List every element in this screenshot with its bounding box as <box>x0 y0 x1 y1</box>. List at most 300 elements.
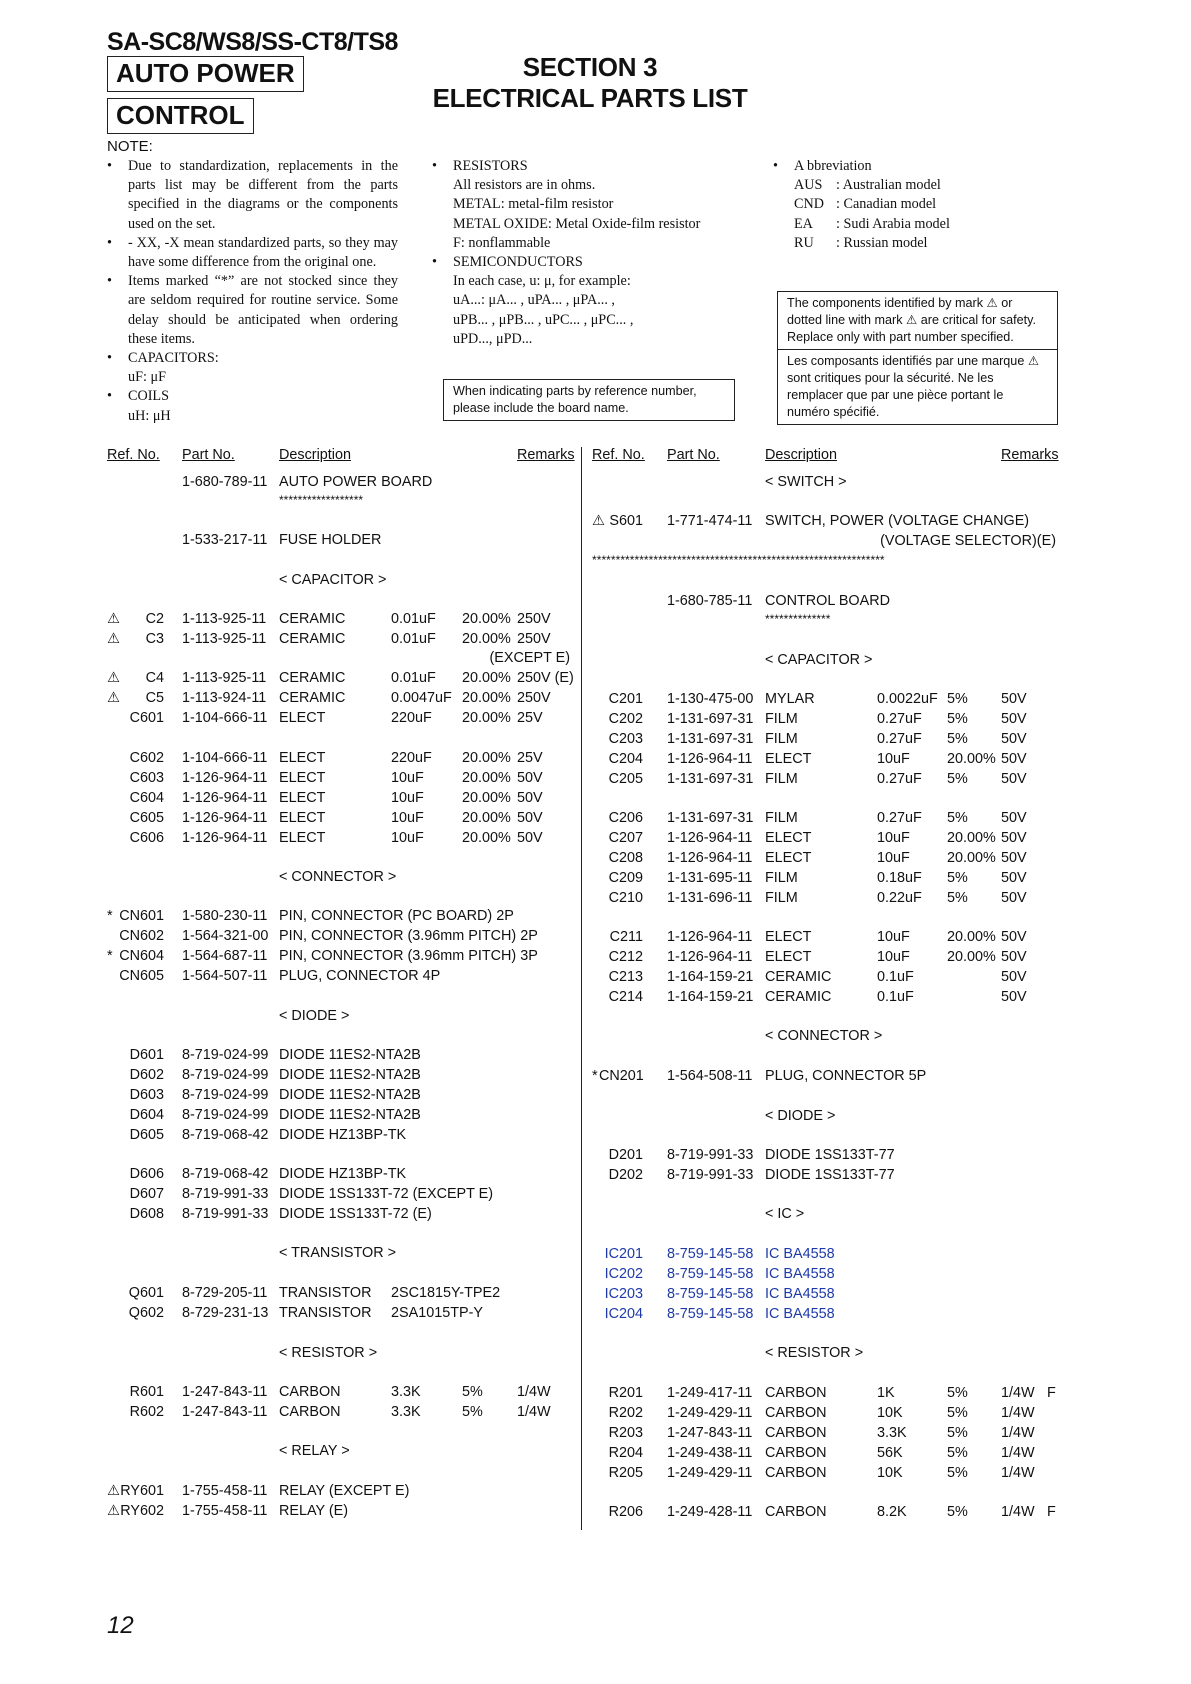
description: < TRANSISTOR > <box>279 1245 397 1261</box>
header-remarks: Remarks <box>517 447 575 463</box>
description: PIN, CONNECTOR (3.96mm PITCH) 2P <box>279 928 538 944</box>
description: ELECT <box>279 750 326 766</box>
part-no: 1-113-925-11 <box>182 611 267 627</box>
note-text: Items marked “*” are not stocked since they are seldom required for routine service. Some delay should be anticipated when ordering these items. <box>128 273 398 347</box>
description: DIODE HZ13BP-TK <box>279 1166 407 1182</box>
description: ELECT <box>279 830 326 846</box>
description: IC BA4558 <box>765 1266 835 1282</box>
note-text: - XX, -X mean standardized parts, so they may have some difference from the original one. <box>128 234 398 271</box>
rating: 50V <box>1001 691 1027 707</box>
description: ELECT <box>765 850 812 866</box>
value: 10uF <box>877 751 910 767</box>
rating: 50V <box>1001 771 1027 787</box>
notes-column-2 <box>432 157 732 349</box>
description: CERAMIC <box>279 690 346 706</box>
part-no: 1-249-438-11 <box>667 1445 753 1461</box>
ref-no: C603 <box>129 770 164 786</box>
tolerance: 20.00% <box>947 850 996 866</box>
description: FILM <box>765 870 798 886</box>
tolerance: 5% <box>947 1425 968 1441</box>
note-bullet: • <box>432 158 437 174</box>
abbreviation-row <box>794 234 1003 253</box>
part-no: 8-719-024-99 <box>182 1047 269 1063</box>
tolerance: 20.00% <box>462 690 511 706</box>
part-no: 1-131-695-11 <box>667 870 753 886</box>
abbreviation-key: EA <box>794 215 813 232</box>
description: MYLAR <box>765 691 815 707</box>
description: CERAMIC <box>279 631 346 647</box>
note-text: METAL: metal-film resistor <box>453 196 614 213</box>
tolerance: 5% <box>947 771 968 787</box>
part-no: 1-249-417-11 <box>667 1385 753 1401</box>
abbreviation-value: : Australian model <box>836 177 941 194</box>
note-item <box>432 215 732 234</box>
description: < RELAY > <box>279 1443 350 1459</box>
description: FILM <box>765 771 798 787</box>
description: CONTROL BOARD <box>765 593 890 609</box>
description: PLUG, CONNECTOR 4P <box>279 968 441 984</box>
description: CERAMIC <box>279 611 346 627</box>
value: 0.0047uF <box>391 690 452 706</box>
section-number: SECTION 3 <box>522 52 658 82</box>
note-item <box>107 407 398 426</box>
ref-no: C4 <box>145 670 164 686</box>
part-no: 8-759-145-58 <box>667 1266 754 1282</box>
board-separator-stars: ************************************************************** <box>592 553 885 567</box>
caution-french: Les composants identifiés par une marque ⚠ sont critiques pour la sécurité. Ne les remplacer que par une pièce portant le numéro spécifié. <box>787 354 1040 419</box>
ref-no: C210 <box>608 890 643 906</box>
description-continuation: (EXCEPT E) <box>489 650 570 666</box>
part-no: 1-131-697-31 <box>667 810 754 826</box>
rating: 50V <box>1001 731 1027 747</box>
ref-no: C202 <box>608 711 643 727</box>
tolerance: 5% <box>947 870 968 886</box>
abbreviation-title: A bbreviation <box>794 158 872 174</box>
ref-no: D601 <box>129 1047 164 1063</box>
safety-mark: * <box>107 948 113 964</box>
part-no: 8-719-991-33 <box>667 1167 754 1183</box>
description: CARBON <box>765 1445 827 1461</box>
description: ELECT <box>279 710 326 726</box>
part-no: 1-126-964-11 <box>182 770 268 786</box>
rating: 1/4W <box>1001 1504 1035 1520</box>
safety-mark: ⚠ <box>107 1503 120 1519</box>
description: < RESISTOR > <box>279 1345 378 1361</box>
tolerance: 20.00% <box>462 810 511 826</box>
rating: 50V <box>1001 890 1027 906</box>
description: TRANSISTOR <box>279 1285 372 1301</box>
ref-no: C3 <box>145 631 164 647</box>
description: ELECT <box>279 770 326 786</box>
part-no: 1-104-666-11 <box>182 710 268 726</box>
tolerance: 20.00% <box>462 611 511 627</box>
part-no: 1-249-428-11 <box>667 1504 753 1520</box>
value: 0.27uF <box>877 810 922 826</box>
description: DIODE 11ES2-NTA2B <box>279 1087 421 1103</box>
note-item <box>107 157 398 234</box>
abbreviation-row <box>794 176 1003 195</box>
safety-caution-box <box>777 291 1058 425</box>
ref-no: C601 <box>129 710 164 726</box>
description: DIODE 1SS133T-72 (EXCEPT E) <box>279 1186 494 1202</box>
abbreviation-value: : Russian model <box>836 234 928 251</box>
description: CARBON <box>765 1504 827 1520</box>
description: PIN, CONNECTOR (3.96mm PITCH) 3P <box>279 948 538 964</box>
value: 10uF <box>877 850 910 866</box>
note-text: COILS <box>128 388 169 405</box>
value: 3.3K <box>391 1404 421 1420</box>
value: 0.1uF <box>877 989 914 1005</box>
note-bullet: • <box>107 273 112 290</box>
ref-no: C205 <box>608 771 643 787</box>
description: DIODE 11ES2-NTA2B <box>279 1047 421 1063</box>
header-part-no: Part No. <box>182 447 235 463</box>
part-no: 1-164-159-21 <box>667 969 754 985</box>
safety-mark: ⚠ <box>107 690 120 706</box>
rating: 1/4W <box>1001 1405 1035 1421</box>
part-no: 1-564-321-00 <box>182 928 269 944</box>
ref-no: R602 <box>129 1404 164 1420</box>
tolerance: 20.00% <box>947 751 996 767</box>
board-name-note: When indicating parts by reference number, please include the board name. <box>443 379 735 421</box>
part-no: 1-247-843-11 <box>182 1384 268 1400</box>
description: CARBON <box>765 1425 827 1441</box>
note-item <box>432 195 732 214</box>
ref-no: C214 <box>608 989 643 1005</box>
ref-no: C212 <box>608 949 643 965</box>
value: 3.3K <box>391 1384 421 1400</box>
abbreviation-value: : Sudi Arabia model <box>836 215 950 232</box>
description: CARBON <box>765 1385 827 1401</box>
auto-power-box: AUTO POWER <box>107 56 304 92</box>
note-text: uPB... , μPB... , uPC... , μPC... , <box>453 311 634 328</box>
note-item <box>432 291 732 310</box>
description: CERAMIC <box>279 670 346 686</box>
ref-no: R206 <box>608 1504 643 1520</box>
value: 56K <box>877 1445 903 1461</box>
note-text: CAPACITORS: <box>128 350 219 367</box>
note-text: Due to standardization, replacements in the parts list may be different from the parts specified in the diagrams or the components used on the set. <box>128 158 398 232</box>
tolerance: 20.00% <box>462 670 511 686</box>
note-item <box>107 368 398 387</box>
ref-no: C206 <box>608 810 643 826</box>
part-no: 1-104-666-11 <box>182 750 268 766</box>
ref-no: D202 <box>608 1167 643 1183</box>
value: 1K <box>877 1385 895 1401</box>
rating: 50V <box>1001 969 1027 985</box>
description: IC BA4558 <box>765 1246 835 1262</box>
rating: 50V <box>1001 989 1027 1005</box>
description: < CAPACITOR > <box>765 652 873 668</box>
description: PIN, CONNECTOR (PC BOARD) 2P <box>279 908 514 924</box>
note-item <box>107 349 398 368</box>
section-name: ELECTRICAL PARTS LIST <box>432 83 748 113</box>
rating: 50V <box>1001 751 1027 767</box>
value: 10K <box>877 1465 903 1481</box>
value: 10uF <box>877 830 910 846</box>
value: 10K <box>877 1405 903 1421</box>
ref-no: CN201 <box>599 1068 644 1084</box>
note-bullet: • <box>432 254 437 271</box>
tolerance: 5% <box>947 1405 968 1421</box>
note-item <box>432 176 732 195</box>
description: CERAMIC <box>765 989 832 1005</box>
ref-no: R205 <box>608 1465 643 1481</box>
value: 0.27uF <box>877 711 922 727</box>
description: DIODE 11ES2-NTA2B <box>279 1107 421 1123</box>
value: 10uF <box>391 790 424 806</box>
description: FILM <box>765 711 798 727</box>
part-no: 1-249-429-11 <box>667 1465 753 1481</box>
note-bullet: • <box>107 234 112 251</box>
part-no: 8-719-991-33 <box>182 1186 269 1202</box>
abbreviation-row <box>794 215 1003 234</box>
value: 10uF <box>391 770 424 786</box>
part-no: 1-247-843-11 <box>667 1425 753 1441</box>
ref-no: D603 <box>129 1087 164 1103</box>
note-text: In each case, u: μ, for example: <box>453 273 631 290</box>
ref-no: Q601 <box>128 1285 164 1301</box>
description: IC BA4558 <box>765 1286 835 1302</box>
tolerance: 5% <box>947 691 968 707</box>
part-no: 8-729-205-11 <box>182 1285 268 1301</box>
value: 2SA1015TP-Y <box>391 1305 483 1321</box>
part-no: 1-113-924-11 <box>182 690 267 706</box>
description-continuation: (VOLTAGE SELECTOR)(E) <box>880 533 1056 549</box>
description: FUSE HOLDER <box>279 532 382 548</box>
tolerance: 20.00% <box>947 830 996 846</box>
description: CERAMIC <box>765 969 832 985</box>
abbreviation-key: CND <box>794 196 824 213</box>
ref-no: C211 <box>609 929 643 945</box>
rating: 1/4W <box>1001 1425 1035 1441</box>
remark-flag: F <box>1047 1385 1056 1401</box>
note-item <box>432 311 732 330</box>
rating: 50V <box>517 770 543 786</box>
description: DIODE 1SS133T-72 (E) <box>279 1206 432 1222</box>
safety-mark: ⚠ <box>107 1483 120 1499</box>
note-bullet: • <box>107 388 112 405</box>
part-no: 1-131-697-31 <box>667 711 754 727</box>
tolerance: 5% <box>947 1465 968 1481</box>
note-item <box>432 157 732 176</box>
value: 10uF <box>877 929 910 945</box>
note-item <box>432 330 732 349</box>
rating: 50V <box>517 790 543 806</box>
tolerance: 5% <box>947 1445 968 1461</box>
caution-english: The components identified by mark ⚠ or dotted line with mark ⚠ are critical for safety. Replace only with part number specified. <box>778 292 1057 350</box>
description: ELECT <box>765 751 812 767</box>
description: < CONNECTOR > <box>765 1028 883 1044</box>
control-box: CONTROL <box>107 98 254 134</box>
safety-mark: ⚠ <box>107 631 120 647</box>
ref-no: C209 <box>608 870 643 886</box>
part-no: 1-164-159-21 <box>667 989 754 1005</box>
description: < CAPACITOR > <box>279 572 387 588</box>
part-no: 1-113-925-11 <box>182 670 267 686</box>
part-no: 1-580-230-11 <box>182 908 268 924</box>
description: RELAY (EXCEPT E) <box>279 1483 410 1499</box>
description: ELECT <box>279 790 326 806</box>
rating: 1/4W <box>517 1384 551 1400</box>
ref-no: D606 <box>129 1166 164 1182</box>
value: 0.27uF <box>877 731 922 747</box>
note-text: RESISTORS <box>453 158 528 174</box>
description: DIODE 1SS133T-77 <box>765 1167 895 1183</box>
value: 0.18uF <box>877 870 922 886</box>
note-text: uF: μF <box>128 369 166 386</box>
part-no: 1-755-458-11 <box>182 1503 268 1519</box>
value: 220uF <box>391 710 432 726</box>
tolerance: 5% <box>947 711 968 727</box>
description: CARBON <box>765 1465 827 1481</box>
description: CARBON <box>279 1384 341 1400</box>
ref-no: C5 <box>145 690 164 706</box>
rating: 1/4W <box>1001 1445 1035 1461</box>
ref-no: C201 <box>608 691 643 707</box>
rating: 1/4W <box>1001 1385 1035 1401</box>
value: 10uF <box>877 949 910 965</box>
description: DIODE HZ13BP-TK <box>279 1127 407 1143</box>
tolerance: 20.00% <box>947 949 996 965</box>
part-no: 1-680-789-11 <box>182 474 268 490</box>
ref-no: D605 <box>129 1127 164 1143</box>
abbreviation-block: • A bbreviation AUS : Australian model CND : Canadian model EA : Sudi Arabia model RU : Russian model <box>773 157 1003 253</box>
description: < IC > <box>765 1206 805 1222</box>
description: CARBON <box>279 1404 341 1420</box>
value: 0.0022uF <box>877 691 938 707</box>
rating: 50V <box>517 830 543 846</box>
safety-mark: ⚠ <box>592 513 605 529</box>
part-no: 1-126-964-11 <box>182 790 268 806</box>
ref-no: C2 <box>145 611 164 627</box>
note-bullet: • <box>107 158 112 174</box>
rating: 25V <box>517 750 543 766</box>
ref-no: D604 <box>129 1107 164 1123</box>
ref-no: C204 <box>608 751 643 767</box>
part-no: 1-247-843-11 <box>182 1404 268 1420</box>
part-no: 1-680-785-11 <box>667 593 753 609</box>
description: < DIODE > <box>279 1008 350 1024</box>
note-item <box>107 272 398 349</box>
value: 0.01uF <box>391 611 436 627</box>
ref-no: C602 <box>129 750 164 766</box>
notes-column-1 <box>107 157 398 426</box>
board-underline-stars: ****************** <box>279 493 364 507</box>
part-no: 1-131-697-31 <box>667 731 754 747</box>
description: < DIODE > <box>765 1108 836 1124</box>
rating: 50V <box>517 810 543 826</box>
rating: 1/4W <box>1001 1465 1035 1481</box>
description: FILM <box>765 810 798 826</box>
description: TRANSISTOR <box>279 1305 372 1321</box>
ref-no: RY601 <box>120 1483 164 1499</box>
abbreviation-key: AUS <box>794 177 823 194</box>
part-no: 1-755-458-11 <box>182 1483 268 1499</box>
description: IC BA4558 <box>765 1306 835 1322</box>
part-no: 8-719-068-42 <box>182 1127 269 1143</box>
tolerance: 20.00% <box>462 830 511 846</box>
ref-no: R201 <box>608 1385 643 1401</box>
abbreviation-row <box>794 195 1003 214</box>
ref-no: C208 <box>608 850 643 866</box>
description: < RESISTOR > <box>765 1345 864 1361</box>
ref-no: CN601 <box>119 908 164 924</box>
description: ELECT <box>765 949 812 965</box>
tolerance: 5% <box>462 1384 483 1400</box>
part-no: 8-719-024-99 <box>182 1107 269 1123</box>
header-remarks-right: Remarks <box>1001 447 1059 463</box>
ref-no: C605 <box>129 810 164 826</box>
description: RELAY (E) <box>279 1503 349 1519</box>
note-item <box>432 234 732 253</box>
header-description: Description <box>279 447 351 463</box>
description: < SWITCH > <box>765 474 847 490</box>
part-no: 1-130-475-00 <box>667 691 754 707</box>
safety-mark: * <box>592 1068 598 1084</box>
description: ELECT <box>765 830 812 846</box>
part-no: 1-131-697-31 <box>667 771 754 787</box>
description: FILM <box>765 890 798 906</box>
part-no: 8-719-991-33 <box>667 1147 754 1163</box>
value: 0.22uF <box>877 890 922 906</box>
section-title <box>390 52 790 114</box>
ref-no: C604 <box>129 790 164 806</box>
description: PLUG, CONNECTOR 5P <box>765 1068 927 1084</box>
abbreviation-key: RU <box>794 234 814 251</box>
rating: 50V <box>1001 830 1027 846</box>
ref-no: R601 <box>129 1384 164 1400</box>
part-no: 1-249-429-11 <box>667 1405 753 1421</box>
part-no: 1-126-964-11 <box>667 929 753 945</box>
part-no: 8-729-231-13 <box>182 1305 269 1321</box>
tolerance: 5% <box>947 1385 968 1401</box>
board-underline-stars: ************** <box>765 612 831 626</box>
description: ELECT <box>279 810 326 826</box>
tolerance: 5% <box>947 890 968 906</box>
part-no: 1-131-696-11 <box>667 890 753 906</box>
abbreviation-value: : Canadian model <box>836 196 937 213</box>
note-item <box>107 234 398 272</box>
rating: 250V <box>517 690 551 706</box>
tolerance: 20.00% <box>462 750 511 766</box>
note-item <box>107 387 398 406</box>
value: 3.3K <box>877 1425 907 1441</box>
header-ref-no: Ref. No. <box>107 447 160 463</box>
tolerance: 20.00% <box>462 631 511 647</box>
safety-mark: * <box>107 908 113 924</box>
rating: 50V <box>1001 810 1027 826</box>
tolerance: 5% <box>462 1404 483 1420</box>
value: 220uF <box>391 750 432 766</box>
description: ELECT <box>765 929 812 945</box>
ref-no: C203 <box>608 731 643 747</box>
part-no: 8-719-068-42 <box>182 1166 269 1182</box>
part-no: 8-759-145-58 <box>667 1286 754 1302</box>
value: 10uF <box>391 830 424 846</box>
ref-no: R202 <box>608 1405 643 1421</box>
rating: 250V (E) <box>517 670 574 686</box>
rating: 50V <box>1001 949 1027 965</box>
ref-no: CN604 <box>119 948 164 964</box>
rating: 250V <box>517 611 551 627</box>
ref-no: C606 <box>129 830 164 846</box>
abbreviation-list <box>773 176 1003 253</box>
note-text: F: nonflammable <box>453 234 551 251</box>
part-no: 1-126-964-11 <box>667 949 753 965</box>
rating: 50V <box>1001 929 1027 945</box>
note-text: uH: μH <box>128 407 171 424</box>
